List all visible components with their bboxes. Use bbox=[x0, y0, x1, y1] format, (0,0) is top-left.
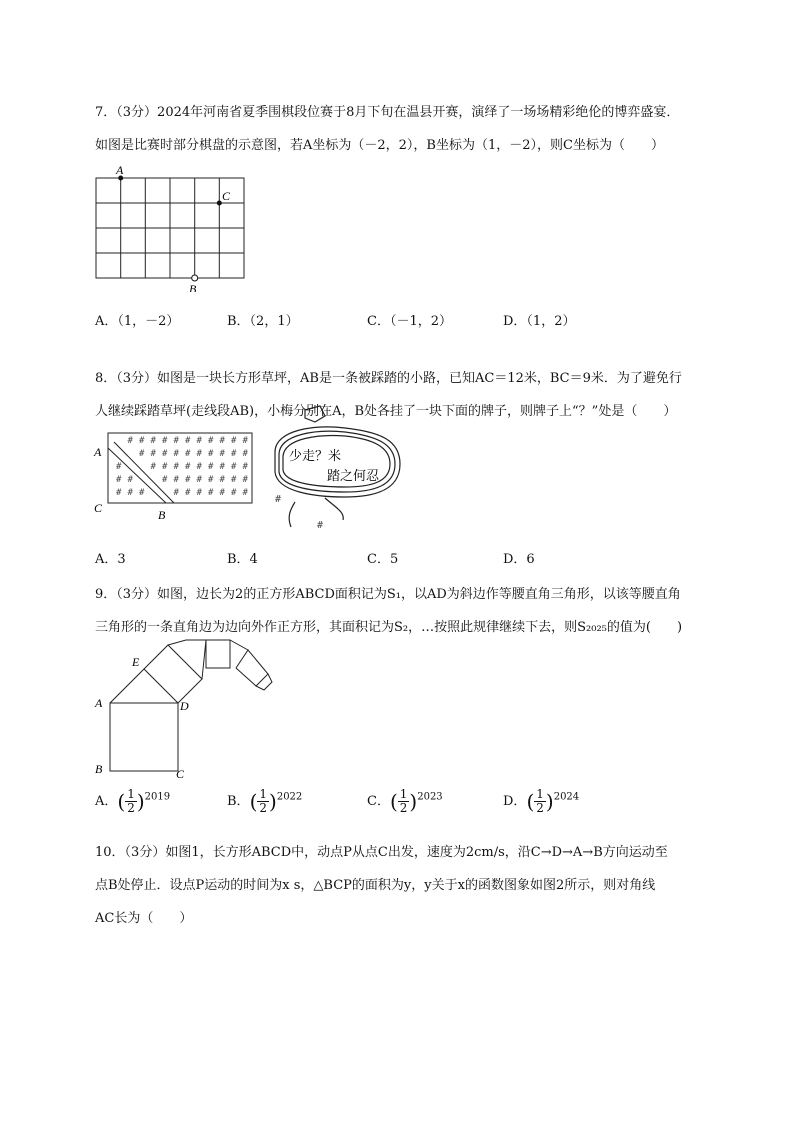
grass-symbol: # bbox=[196, 449, 202, 459]
fraction-exponent: 2024 bbox=[553, 791, 580, 803]
grass-symbol: # bbox=[196, 475, 202, 485]
grass-symbol: # bbox=[219, 488, 225, 498]
grass-symbol: # bbox=[185, 475, 191, 485]
q8-option-b[interactable]: B．4 bbox=[227, 552, 258, 567]
grass-symbol: # bbox=[196, 436, 202, 446]
q7-option-c[interactable]: C．（－1，2） bbox=[367, 314, 452, 329]
grass-symbol: # bbox=[139, 436, 145, 446]
sign-grass-symbol: # bbox=[275, 494, 282, 505]
q9-options bbox=[95, 788, 725, 820]
grass-symbol: # bbox=[173, 475, 179, 485]
label-c: C bbox=[222, 189, 231, 203]
grass-symbol: # bbox=[219, 475, 225, 485]
q9-line-1: 9．（3分）如图，边长为2的正方形ABCD面积记为S₁，以AD为斜边作等腰直角三角形，以该等腰直角 bbox=[95, 587, 681, 602]
q8-line-1: 8．（3分）如图是一块长方形草坪，AB是一条被踩踏的小路，已知AC＝12米，BC＝9米．为了避免行 bbox=[95, 371, 682, 386]
label-c: C bbox=[94, 501, 103, 515]
q7-option-b[interactable]: B．（2，1） bbox=[227, 314, 299, 329]
grass-symbol: # bbox=[208, 475, 214, 485]
grass-symbol: # bbox=[208, 462, 214, 472]
q10-line-2: 点B处停止．设点P运动的时间为x s，△BCP的面积为y，y关于x的函数图象如图2所示，则对角线 bbox=[95, 878, 656, 893]
grass-symbol: # bbox=[185, 462, 191, 472]
q7-line-2: 如图是比赛时部分棋盘的示意图，若A坐标为（－2，2），B坐标为（1，－2），则C坐标为（ ） bbox=[95, 138, 664, 153]
q9-option-d-fraction bbox=[534, 788, 546, 815]
grass-symbol: # bbox=[231, 436, 237, 446]
q9-option-a[interactable]: A．( $\frac{1}{2}$ )$^{2019}$ bbox=[95, 787, 171, 815]
grass-symbol: # bbox=[173, 436, 179, 446]
q8-line-2: 人继续踩踏草坪(走线段AB)，小梅分别在A，B处各挂了一块下面的牌子，则牌子上“？”处是（ ） bbox=[95, 404, 677, 419]
grass-symbol: # bbox=[242, 436, 248, 446]
label-a: A bbox=[94, 445, 102, 459]
fraction-numerator: 1 bbox=[399, 787, 408, 801]
q10-line-3: AC长为（ ） bbox=[95, 911, 193, 926]
q8-option-c[interactable]: C．5 bbox=[367, 552, 399, 567]
q9-option-c[interactable]: C．( $\frac{1}{2}$ )$^{2023}$ bbox=[367, 787, 443, 815]
fraction-denominator: 2 bbox=[127, 801, 135, 815]
grass-symbol: # bbox=[231, 475, 237, 485]
fraction-denominator: 2 bbox=[399, 801, 408, 815]
grass-symbol: # bbox=[173, 488, 179, 498]
q9-square-spiral-figure bbox=[88, 636, 278, 781]
grass-symbol: # bbox=[219, 462, 225, 472]
grass-symbol: # bbox=[196, 488, 202, 498]
fraction-denominator: 2 bbox=[259, 801, 268, 815]
label-c: C bbox=[176, 767, 185, 781]
grass-symbol: # bbox=[242, 449, 248, 459]
grass-symbol: # bbox=[116, 462, 122, 472]
grass-symbol: # bbox=[231, 462, 237, 472]
q9-option-d-label: D． bbox=[503, 794, 527, 809]
label-e: E bbox=[132, 655, 140, 669]
grass-symbol: # bbox=[231, 488, 237, 498]
grass-symbol: # bbox=[208, 449, 214, 459]
grass-symbol: # bbox=[139, 449, 145, 459]
grass-symbol: # bbox=[196, 462, 202, 472]
q9-option-d[interactable]: D．( $\frac{1}{2}$ )$^{2024}$ bbox=[503, 787, 580, 815]
grass-symbol: # bbox=[116, 475, 122, 485]
grass-symbol: # bbox=[162, 436, 168, 446]
q8-sign-figure bbox=[265, 402, 407, 534]
q7-option-a[interactable]: A．（1，－2） bbox=[95, 314, 180, 329]
fraction-denominator: 2 bbox=[536, 801, 544, 815]
grass-symbol: # bbox=[219, 436, 225, 446]
grass-symbol: # bbox=[116, 488, 122, 498]
sign-line-1: 少走？米 bbox=[289, 449, 342, 464]
grass-symbol: # bbox=[162, 462, 168, 472]
q7-options bbox=[95, 310, 725, 330]
label-b: B bbox=[189, 282, 197, 292]
grass-symbol: # bbox=[242, 488, 248, 498]
question-8 bbox=[95, 362, 725, 428]
point-b-stone bbox=[192, 275, 198, 281]
label-a: A bbox=[95, 696, 103, 710]
sign-line-2: 踏之何忍 bbox=[327, 469, 380, 484]
fraction-exponent: 2019 bbox=[144, 791, 171, 803]
fraction-numerator: 1 bbox=[259, 787, 268, 801]
grass-symbol: # bbox=[219, 449, 225, 459]
grass-symbol: # bbox=[185, 449, 191, 459]
q7-option-d[interactable]: D．（1，2） bbox=[503, 314, 576, 329]
label-b: B bbox=[95, 762, 103, 776]
grass-symbol: # bbox=[127, 436, 133, 446]
q9-option-c-label: C． bbox=[367, 794, 390, 809]
grass-symbol: # bbox=[242, 462, 248, 472]
grass-symbol: # bbox=[127, 488, 133, 498]
fraction-numerator: 1 bbox=[127, 787, 135, 801]
grass-symbol: # bbox=[150, 449, 156, 459]
grass-pattern bbox=[116, 436, 249, 498]
q9-option-a-label: A． bbox=[95, 794, 118, 809]
question-9 bbox=[95, 578, 725, 644]
grass-symbol: # bbox=[139, 488, 145, 498]
q7-go-board-figure bbox=[88, 160, 258, 292]
q8-options bbox=[95, 548, 725, 568]
q9-option-b[interactable]: B．( $\frac{1}{2}$ )$^{2022}$ bbox=[227, 787, 303, 815]
grass-symbol: # bbox=[208, 436, 214, 446]
q9-option-b-fraction bbox=[257, 788, 269, 815]
question-10 bbox=[95, 836, 725, 935]
grass-symbol: # bbox=[231, 449, 237, 459]
q9-option-b-label: B． bbox=[227, 794, 250, 809]
q8-option-d[interactable]: D．6 bbox=[503, 552, 535, 567]
grass-symbol: # bbox=[185, 488, 191, 498]
grass-symbol: # bbox=[162, 475, 168, 485]
question-7 bbox=[95, 96, 725, 162]
grass-symbol: # bbox=[185, 436, 191, 446]
grass-symbol: # bbox=[127, 475, 133, 485]
grass-symbol: # bbox=[173, 449, 179, 459]
label-b: B bbox=[158, 508, 166, 522]
label-d: D bbox=[180, 699, 189, 713]
grass-symbol: # bbox=[150, 462, 156, 472]
fraction-exponent: 2022 bbox=[276, 791, 303, 803]
q9-option-c-fraction bbox=[398, 788, 410, 815]
q8-lawn-figure bbox=[88, 428, 258, 523]
sign-grass-symbol-2: # bbox=[317, 520, 324, 531]
label-a: A bbox=[116, 163, 124, 177]
grass-symbol: # bbox=[150, 436, 156, 446]
grass-symbol: # bbox=[162, 449, 168, 459]
fraction-numerator: 1 bbox=[536, 787, 544, 801]
q10-line-1: 10．（3分）如图1，长方形ABCD中，动点P从点C出发，速度为2cm/s，沿C→D→A→B方向运动至 bbox=[95, 845, 668, 860]
q8-option-a[interactable]: A．3 bbox=[95, 552, 126, 567]
q9-line-2: 三角形的一条直角边为边向外作正方形，其面积记为S₂，…按照此规律继续下去，则S₂₀₂₅的值为( ) bbox=[95, 620, 683, 635]
q7-line-1: 7．（3分）2024年河南省夏季围棋段位赛于8月下旬在温县开赛，演绎了一场场精彩绝伦的博弈盛宴． bbox=[95, 105, 680, 120]
grass-symbol: # bbox=[208, 488, 214, 498]
grass-symbol: # bbox=[173, 462, 179, 472]
fraction-exponent: 2023 bbox=[417, 791, 443, 803]
grass-symbol: # bbox=[242, 475, 248, 485]
q9-option-a-fraction bbox=[125, 788, 137, 815]
